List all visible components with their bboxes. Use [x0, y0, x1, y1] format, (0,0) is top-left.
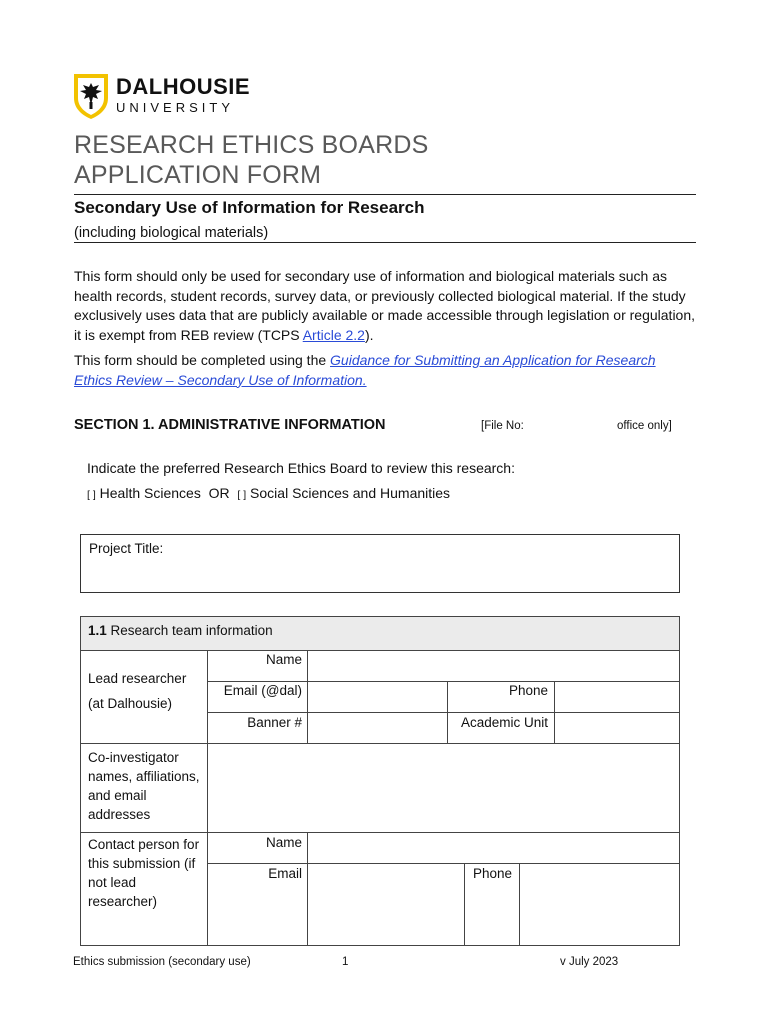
lead-email-field[interactable] — [308, 682, 447, 712]
contact-person-label: Contact person for this submission (if not lead researcher) — [88, 837, 200, 909]
lead-academic-unit-label: Academic Unit — [460, 715, 548, 730]
table-border-left — [80, 616, 81, 946]
lead-name-field[interactable] — [308, 651, 679, 681]
page-title — [74, 130, 696, 190]
reb-prompt: Indicate the preferred Research Ethics Board to review this research: — [87, 460, 515, 476]
intro-text — [74, 267, 696, 390]
lead-researcher-label: Lead researcher — [88, 671, 187, 686]
table-border-top — [80, 616, 680, 617]
file-no-label: [File No: — [481, 420, 524, 432]
title-divider — [74, 194, 696, 195]
subtitle-divider — [74, 242, 696, 243]
form-subtitle: Secondary Use of Information for Research — [74, 198, 425, 217]
lead-banner-field[interactable] — [308, 713, 447, 743]
project-title-label: Project Title: — [89, 541, 164, 556]
coinvestigator-field[interactable] — [208, 744, 679, 832]
intro-paragraph-2 — [74, 351, 696, 390]
team-header-label: Research team information — [106, 623, 273, 638]
social-sciences-label: Social Sciences and Humanities — [250, 485, 451, 501]
team-header-number: 1.1 — [88, 623, 107, 638]
health-sciences-checkbox[interactable]: [ ] — [87, 489, 96, 501]
contact-phone-field[interactable] — [520, 864, 679, 945]
team-header-text — [88, 623, 273, 638]
article-link[interactable]: Article 2.2 — [302, 326, 365, 343]
office-only-label: office only] — [617, 420, 672, 432]
title-line2: APPLICATION FORM — [74, 161, 322, 189]
contact-email-field[interactable] — [308, 864, 464, 945]
title-line1: RESEARCH ETHICS BOARDS — [74, 131, 429, 159]
logo-name-line2: UNIVERSITY — [116, 100, 235, 115]
lead-phone-field[interactable] — [555, 682, 679, 712]
university-logo — [72, 72, 250, 120]
section-1-heading: SECTION 1. ADMINISTRATIVE INFORMATION — [74, 417, 386, 433]
or-label: OR — [208, 485, 230, 501]
footer-version: v July 2023 — [560, 956, 619, 968]
lead-academic-unit-field[interactable] — [555, 713, 679, 743]
intro-p1-text: This form should only be used for secondary use of information and biological materials such as health records, student records, survey data, or previously collected biological material. If the study exclusively uses data that are publicly available or made accessible through legislation or regulation, it is exempt from REB review (TCPS — [74, 268, 696, 343]
reb-options — [87, 485, 450, 501]
contact-phone-label: Phone — [472, 866, 512, 881]
footer-left: Ethics submission (secondary use) — [73, 956, 251, 968]
dalhousie-crest-icon — [72, 72, 110, 120]
contact-name-field[interactable] — [308, 833, 679, 863]
table-border-bottom — [80, 945, 680, 946]
intro-p1-end: ). — [364, 326, 374, 343]
lead-phone-label: Phone — [508, 683, 548, 698]
lead-banner-label: Banner # — [247, 715, 302, 730]
page-number: 1 — [342, 956, 349, 968]
intro-paragraph-1 — [74, 267, 696, 345]
guidance-link[interactable]: Guidance for Submitting an Application for Research Ethics Review – Secondary Use of Information. — [74, 352, 656, 388]
lead-name-label: Name — [265, 652, 302, 667]
lead-researcher-sublabel: (at Dalhousie) — [88, 696, 173, 711]
table-border-right — [679, 616, 680, 946]
project-title-field[interactable] — [80, 534, 680, 593]
social-sciences-checkbox[interactable]: [ ] — [237, 489, 247, 501]
contact-email-label: Email — [268, 866, 302, 881]
coinvestigator-label: Co-investigator names, affiliations, and email addresses — [88, 750, 200, 822]
logo-name-line1: DALHOUSIE — [116, 74, 251, 99]
health-sciences-label: Health Sciences — [99, 485, 201, 501]
research-team-table — [80, 616, 680, 946]
form-subtitle-note: (including biological materials) — [74, 225, 269, 241]
lead-email-label: Email (@dal) — [223, 683, 302, 698]
intro-p2-text: This form should be completed using the — [74, 352, 331, 368]
contact-name-label: Name — [265, 835, 302, 850]
